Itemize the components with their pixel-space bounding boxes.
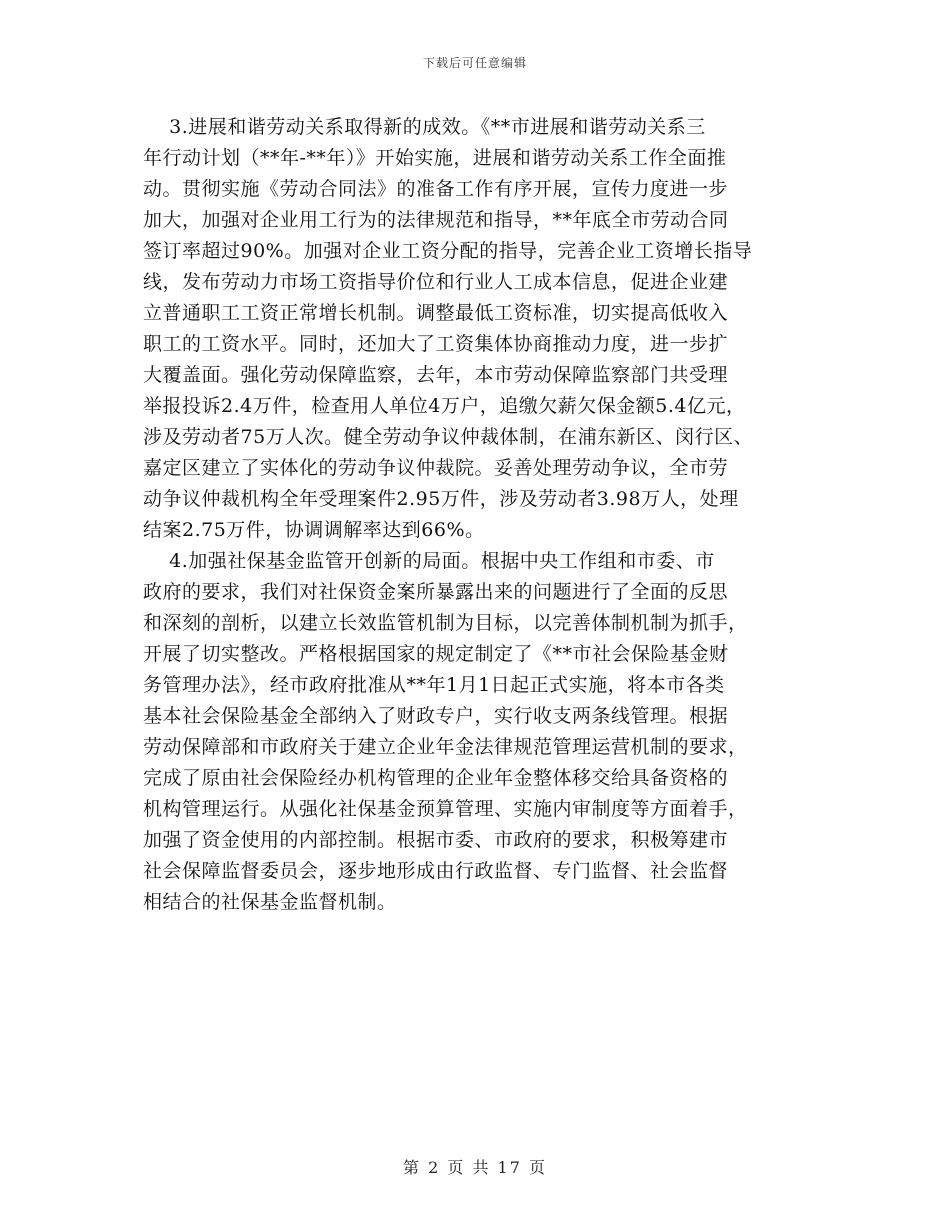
body-line: 政府的要求，我们对社保资金案所暴露出来的问题进行了全面的反思 (143, 581, 729, 603)
document-body (143, 112, 823, 918)
body-line: 机构管理运行。从强化社保基金预算管理、实施内审制度等方面着手， (143, 798, 748, 820)
body-line: 职工的工资水平。同时，还加大了工资集体协商推动力度，进一步扩 (143, 333, 729, 355)
body-line: 社会保障监督委员会，逐步地形成由行政监督、专门监督、社会监督 (143, 860, 729, 882)
body-line: 4.加强社保基金监管开创新的局面。根据中央工作组和市委、市 (143, 550, 715, 572)
body-line: 开展了切实整改。严格根据国家的规定制定了《**市社会保险基金财 (143, 643, 729, 665)
body-line: 加大，加强对企业用工行为的法律规范和指导，**年底全市劳动合同 (143, 209, 729, 231)
body-line: 3.进展和谐劳动关系取得新的成效。《**市进展和谐劳动关系三 (143, 116, 706, 138)
body-line: 劳动保障部和市政府关于建立企业年金法律规范管理运营机制的要求， (143, 736, 748, 758)
body-line: 结案2.75万件，协调调解率达到66%。 (143, 519, 485, 541)
body-line: 年行动计划（**年-**年）》开始实施，进展和谐劳动关系工作全面推 (143, 147, 727, 169)
body-line: 签订率超过90%。加强对企业工资分配的指导，完善企业工资增长指导 (143, 240, 753, 262)
body-line: 加强了资金使用的内部控制。根据市委、市政府的要求，积极筹建市 (143, 829, 729, 851)
page-header: 下载后可任意编辑 (422, 56, 527, 70)
body-line: 基本社会保险基金全部纳入了财政专户，实行收支两条线管理。根据 (143, 705, 729, 727)
body-line: 嘉定区建立了实体化的劳动争议仲裁院。妥善处理劳动争议，全市劳 (143, 457, 729, 479)
body-line: 大覆盖面。强化劳动保障监察，去年，本市劳动保障监察部门共受理 (143, 364, 729, 386)
body-line: 涉及劳动者75万人次。健全劳动争议仲裁体制，在浦东新区、闵行区、 (143, 426, 754, 448)
body-line: 线，发布劳动力市场工资指导价位和行业人工成本信息，促进企业建 (143, 271, 729, 293)
body-line: 动争议仲裁机构全年受理案件2.95万件，涉及劳动者3.98万人，处理 (143, 488, 739, 510)
body-line: 完成了原由社会保险经办机构管理的企业年金整体移交给具备资格的 (143, 767, 729, 789)
body-line: 相结合的社保基金监督机制。 (143, 891, 397, 913)
body-line: 务管理办法》，经市政府批准从**年1月1日起正式实施，将本市各类 (143, 674, 725, 696)
body-line: 动。贯彻实施《劳动合同法》的准备工作有序开展，宣传力度进一步 (143, 178, 729, 200)
body-line: 举报投诉2.4万件，检查用人单位4万户，追缴欠薪欠保金额5.4亿元， (143, 395, 746, 417)
body-line: 和深刻的剖析，以建立长效监管机制为目标，以完善体制机制为抓手， (143, 612, 748, 634)
body-line: 立普通职工工资正常增长机制。调整最低工资标准，切实提高低收入 (143, 302, 729, 324)
page-footer: 第 2 页 共 17 页 (403, 1158, 547, 1177)
